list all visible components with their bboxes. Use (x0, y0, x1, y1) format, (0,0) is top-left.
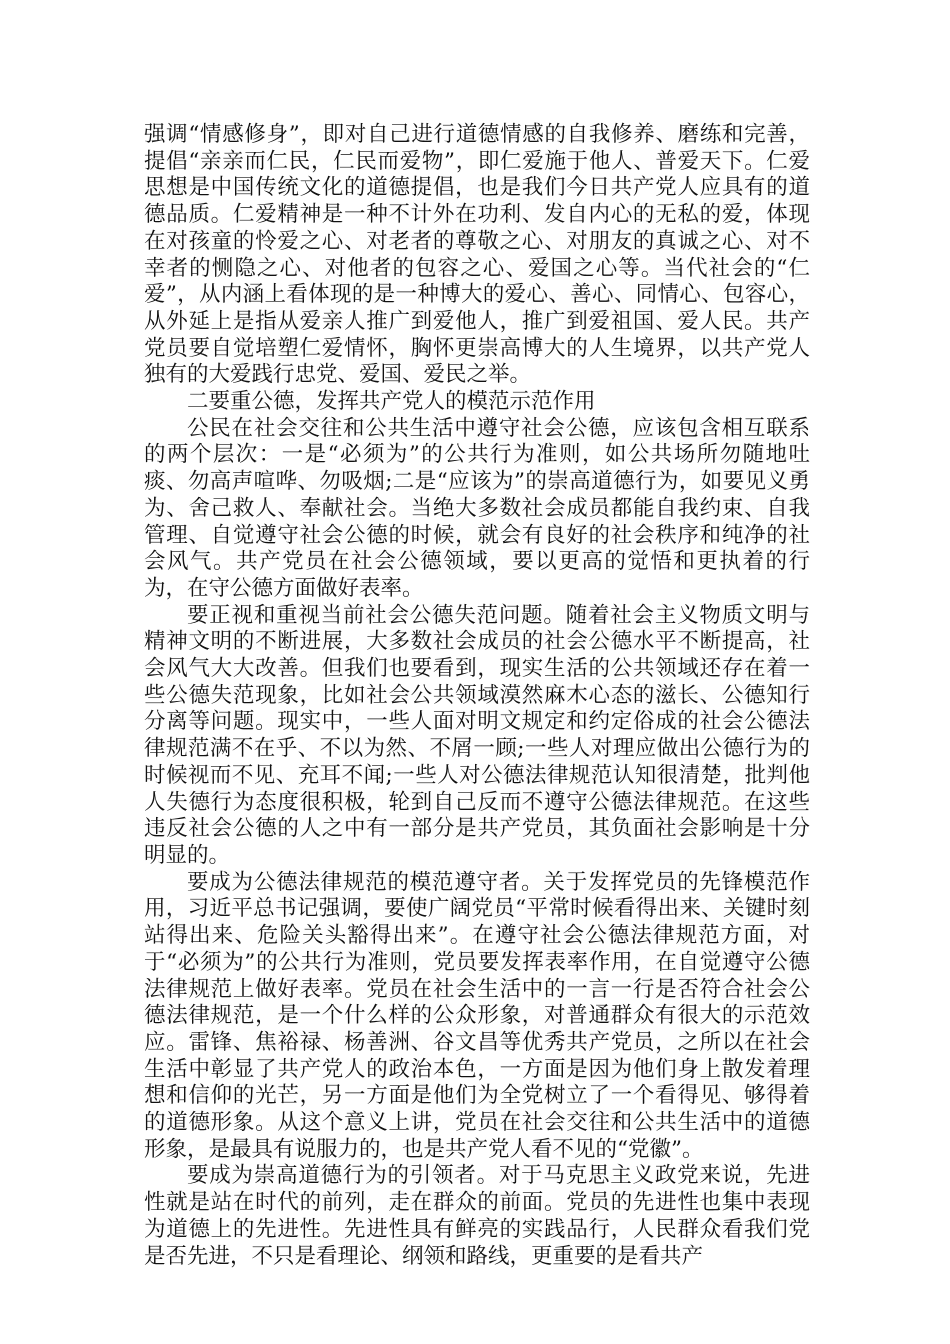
paragraph-public-morality-levels: 公民在社会交往和公共生活中遵守社会公德，应该包含相互联系的两个层次：一是“必须为”的公共行为准则，如公共场所勿随地吐痰、勿高声喧哗、勿吸烟;二是“应该为”的崇高道德行为，如要见义勇为、舍己救人、奉献社会。当绝大多数社会成员都能自我约束、自我管理、自觉遵守社会公德的时候，就会有良好的社会秩序和纯净的社会风气。共产党员在社会公德领域，要以更高的觉悟和更执着的行为，在守公德方面做好表率。 (144, 415, 810, 601)
paragraph-model-observer: 要成为公德法律规范的模范遵守者。关于发挥党员的先锋模范作用，习近平总书记强调，要使广阔党员“平常时候看得出来、关键时刻站得出来、危险关头豁得出来”。在遵守社会公德法律规范方面，对于“必须为”的公共行为准则，党员要发挥表率作用，在自觉遵守公德法律规范上做好表率。党员在社会生活中的一言一行是否符合社会公德法律规范，是一个什么样的公众形象，对普通群众有很大的示范效应。雷锋、焦裕禄、杨善洲、谷文昌等优秀共产党员，之所以在社会生活中彰显了共产党人的政治本色，一方面是因为他们身上散发着理想和信仰的光芒，另一方面是他们为全党树立了一个看得见、够得着的道德形象。从这个意义上讲，党员在社会交往和公共生活中的道德形象，是最具有说服力的，也是共产党人看不见的“党徽”。 (144, 869, 810, 1162)
paragraph-benevolence: 强调“情感修身”，即对自己进行道德情感的自我修养、磨练和完善，提倡“亲亲而仁民，仁民而爱物”，即仁爱施于他人、普爱天下。仁爱思想是中国传统文化的道德提倡，也是我们今日共产党人应具有的道德品质。仁爱精神是一种不计外在功利、发自内心的无私的爱，体现在对孩童的怜爱之心、对老者的尊敬之心、对朋友的真诚之心、对不幸者的恻隐之心、对他者的包容之心、爱国之心等。当代社会的“仁爱”，从内涵上看体现的是一种博大的爱心、善心、同情心、包容心，从外延上是指从爱亲人推广到爱他人，推广到爱祖国、爱人民。共产党员要自觉培塑仁爱情怀，胸怀更崇高博大的人生境界，以共产党人独有的大爱践行忠党、爱国、爱民之举。 (144, 122, 810, 388)
document-page (144, 122, 810, 1270)
paragraph-moral-leader: 要成为崇高道德行为的引领者。对于马克思主义政党来说，先进性就是站在时代的前列，走在群众的前面。党员的先进性也集中表现为道德上的先进性。先进性具有鲜亮的实践品行，人民群众看我们党是否先进，不只是看理论、纲领和路线，更重要的是看共产 (144, 1163, 810, 1269)
section-heading-public-morality: 二要重公德，发挥共产党人的模范示范作用 (187, 389, 596, 415)
paragraph-morality-problems: 要正视和重视当前社会公德失范问题。随着社会主义物质文明与精神文明的不断进展，大多数社会成员的社会公德水平不断提高，社会风气大大改善。但我们也要看到，现实生活的公共领域还存在着一些公德失范现象，比如社会公共领域漠然麻木心态的滋长、公德知行分离等问题。现实中，一些人面对明文规定和约定俗成的社会公德法律规范满不在乎、不以为然、不屑一顾;一些人对理应做出公德行为的时候视而不见、充耳不闻;一些人对公德法律规范认知很清楚，批判他人失德行为态度很积极，轮到自己反而不遵守公德法律规范。在这些违反社会公德的人之中有一部分是共产党员，其负面社会影响是十分明显的。 (144, 602, 810, 868)
